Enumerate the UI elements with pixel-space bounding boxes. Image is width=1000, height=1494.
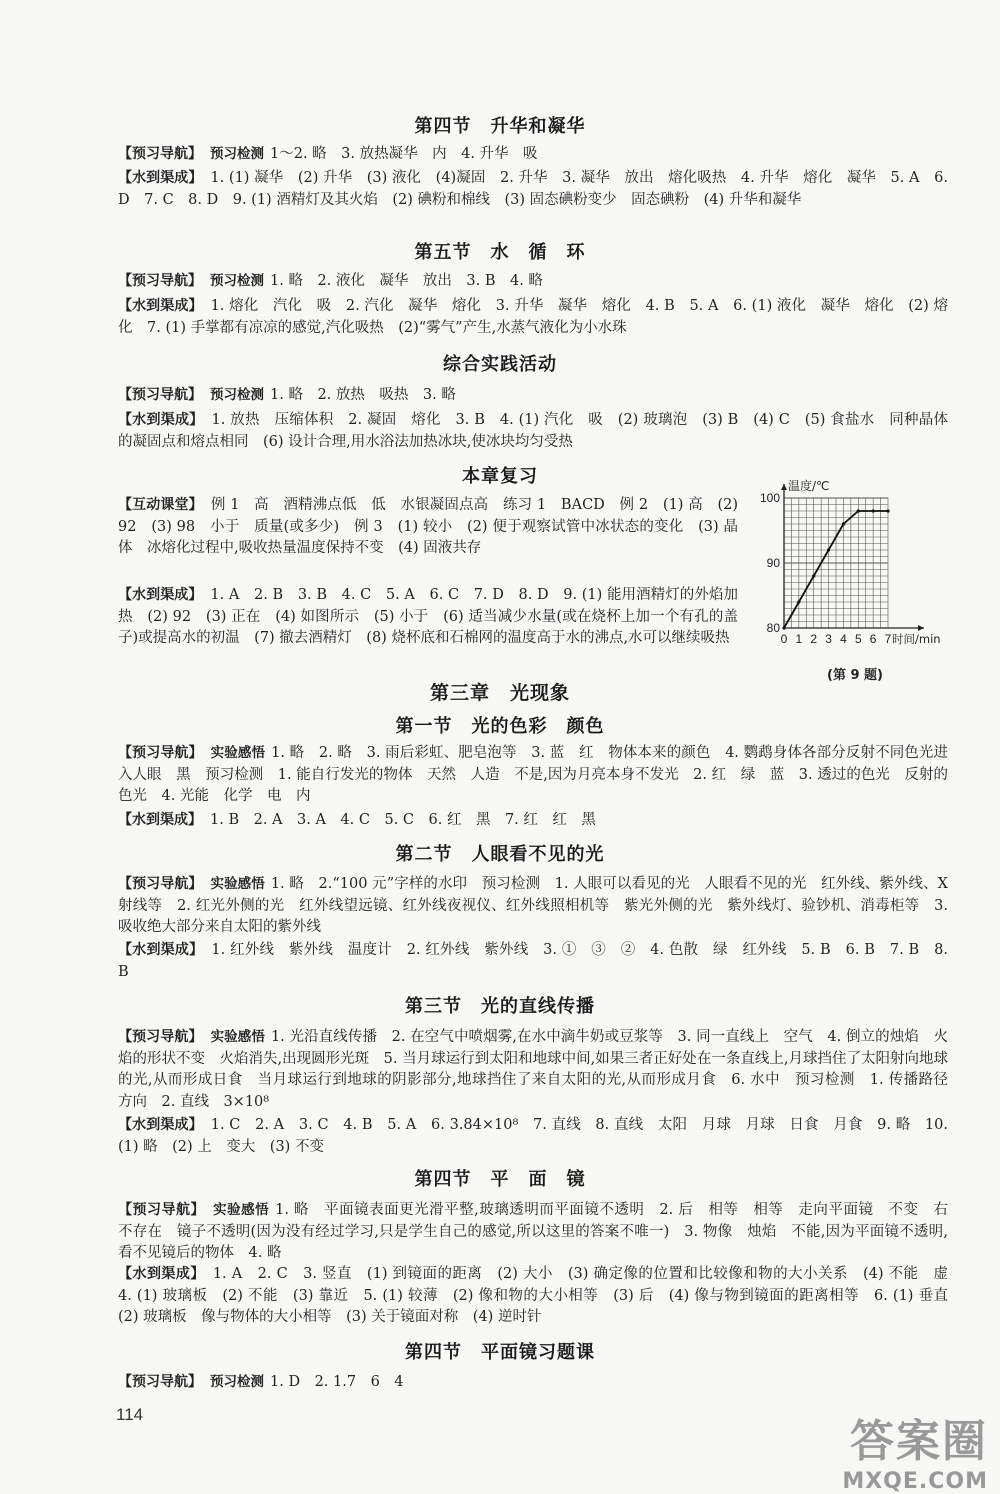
figure-caption: (第 9 题) [827,668,883,683]
paragraph-tag: 【水到渠成】 [118,812,202,828]
chart-svg [752,474,962,664]
paragraph [118,296,948,339]
paragraph-tag: 【水到渠成】 [118,1117,203,1133]
paragraph [118,1264,963,1329]
y-tick-label: 100 [759,491,780,505]
section-title: 第四节 平面镜习题课 [405,1342,595,1363]
paragraph-subtag: 预习检测 [210,146,264,162]
paragraph [118,940,948,983]
temperature-time-chart [752,474,962,684]
paragraph-text: 1. (1) 凝华 (2) 升华 (3) 液化 (4)凝固 2. 升华 3. 凝华 放出 熔化吸热 4. 升华 熔化 凝华 5. A 6. D 7. C 8. D 9. (1) 酒精灯及其火焰 (2) 碘粉和棉线 (3) 固态碘粉变少 固态碘粉 (4) 升华和凝华 [118,170,948,208]
paragraph-text: 1. 熔化 汽化 吸 2. 汽化 凝华 熔化 3. 升华 凝华 熔化 4. B 5. A 6. (1) 液化 凝华 熔化 (2) 熔化 7. (1) 手掌都有凉凉的感觉,汽化吸热 (2)“雾气”产生,水蒸气液化为小水珠 [118,298,948,336]
paragraph-tag: 【预习导航】 [118,273,202,289]
paragraph-text: 1～2. 略 3. 放热凝华 内 4. 升华 吸 [270,146,538,162]
paragraph-tag: 【预习导航】 [118,1202,206,1218]
x-tick-label: 0 [780,632,788,646]
paragraph-text: 1. 略 2. 放热 吸热 3. 略 [270,387,456,403]
section-title: 第一节 光的色彩 颜色 [395,716,605,737]
paragraph-tag: 【预习导航】 [118,1374,202,1390]
paragraph-text: 1. 红外线 紫外线 温度计 2. 红外线 紫外线 3. ① ③ ② 4. 色散 绿 红外线 5. B 6. B 7. B 8. B [118,942,948,980]
x-axis-label: 时间/min [892,632,941,646]
paragraph [118,271,948,293]
paragraph [118,495,738,560]
paragraph-text: 1. C 2. A 3. C 4. B 5. A 6. 3.84×10⁸ 7. 直线 8. 直线 太阳 月球 月球 日食 月食 9. 略 10. (1) 略 (2) 上 变大 (3) 不变 [118,1117,948,1155]
paragraph-text: 1. A 2. B 3. B 4. C 5. A 6. C 7. D 8. D 9. (1) 能用酒精灯的外焰加热 (2) 92 (3) 正在 (4) 如图所示 (5) 小于 (6) 适当减少水量(或在烧杯上加一个有孔的盖子)或提高水的初温 (7) 撤去酒精灯 (8) 烧杯底和石棉网的温度高于水的沸点,水可以继续吸热 [118,587,738,646]
paragraph-text: 1. 略 2. 略 3. 雨后彩虹、肥皂泡等 3. 蓝 红 物体本来的颜色 4. 鹦鹉身体各部分反射不同色光进入人眼 黑 预习检测 1. 能自行发光的物体 天然 人造 不是,因为月亮本身不发光 2. 红 绿 蓝 3. 透过的色光 反射的色光 4. 光能 化学 电 内 [118,745,949,804]
paragraph-tag: 【预习导航】 [118,146,202,162]
section-title: 本章复习 [462,466,538,487]
paragraph [118,743,948,808]
paragraph [118,1115,948,1158]
paragraph-subtag: 预习检测 [210,387,264,403]
paragraph [118,1372,948,1394]
section-title: 第四节 平 面 镜 [414,1169,586,1190]
section-title: 第二节 人眼看不见的光 [395,844,605,865]
x-tick-label: 1 [795,632,803,646]
data-point [886,509,889,512]
paragraph-subtag: 实验感悟 [210,876,265,892]
y-tick-label: 90 [766,556,780,570]
paragraph [118,168,948,211]
paragraph-text: 1. B 2. A 3. A 4. C 5. C 6. 红 黑 7. 红 红 黑 [210,812,596,828]
data-point [827,548,830,551]
paragraph-text: 1. 略 平面镜表面更光滑平整,玻璃透明而平面镜不透明 2. 后 相等 相等 走向平面镜 不变 右 不存在 镜子不透明(因为没有经过学习,只是学生自己的感觉,所以这里的答案不唯一) 3. 物像 烛焰 不能,因为平面镜不透明,看不见镜后的物体 4. 略 [118,1202,963,1261]
x-tick-label: 4 [840,632,847,646]
paragraph [118,810,948,832]
y-axis-arrow [781,484,787,490]
data-point [782,626,785,629]
chapter-title: 第三章 光现象 [429,682,570,704]
paragraph [118,1200,963,1265]
x-tick-label: 6 [869,632,877,646]
paragraph-tag: 【水到渠成】 [118,942,204,958]
section-title: 综合实践活动 [443,354,557,375]
watermark-text: 答案圈 [850,1416,988,1467]
paragraph-tag: 【互动课堂】 [118,497,203,513]
paragraph [118,410,948,453]
paragraph-text: 1. 放热 压缩体积 2. 凝固 熔化 3. B 4. (1) 汽化 吸 (2) 玻璃泡 (3) B (4) C (5) 食盐水 同种晶体的凝固点和熔点相同 (6) 设计合理,用水浴法加热冰块,使冰块均匀受热 [118,412,949,450]
x-tick-label: 2 [810,632,818,646]
paragraph-tag: 【预习导航】 [118,387,202,403]
paragraph-tag: 【水到渠成】 [118,170,203,186]
x-tick-label: 3 [825,632,832,646]
x-tick-label: 5 [854,632,862,646]
paragraph-subtag: 实验感悟 [213,1202,270,1218]
data-point [857,509,860,512]
paragraph-text: 1. 光沿直线传播 2. 在空气中喷烟雾,在水中滴牛奶或豆浆等 3. 同一直线上 空气 4. 倒立的烛焰 火焰的形状不变 火焰消失,出现圆形光斑 5. 当月球运行到太阳和地球中间,如果三者正好处在一条直线上,月球挡住了太阳射向地球的光,从而形成日食 当月球运行到地球的阴影部分,地球挡住了来自太阳的光,从而形成月食 6. 水中 预习检测 1. 传播路径 方向 2. 直线 3×10⁸ [118,1029,963,1110]
paragraph-subtag: 预习检测 [210,273,264,289]
paragraph-tag: 【预习导航】 [118,745,203,761]
paragraph-text: 1. 略 2.“100 元”字样的水印 预习检测 1. 人眼可以看见的光 人眼看不见的光 红外线、紫外线、X 射线等 2. 红光外侧的光 红外线望远镜、红外线夜视仪、红外线照相机等 紫光外侧的光 紫外线灯、验钞机、消毒柜等 3. 吸收绝大部分来自太阳的紫外线 [118,876,949,935]
watermark-logo [842,1405,988,1494]
data-point [872,509,875,512]
paragraph-subtag: 预习检测 [210,1374,264,1390]
x-axis-arrow [918,625,924,631]
paragraph-subtag: 实验感悟 [210,1029,265,1045]
paragraph-tag: 【水到渠成】 [118,1266,205,1282]
section-title: 第五节 水 循 环 [414,242,586,263]
paragraph [118,1027,963,1113]
paragraph-text: 1. 略 2. 液化 凝华 放出 3. B 4. 略 [270,273,543,289]
page-number: 114 [116,1405,144,1424]
section-title: 第四节 升华和凝华 [414,116,586,137]
paragraph [118,585,738,650]
paragraph-tag: 【水到渠成】 [118,587,203,603]
y-axis-label: 温度/℃ [788,479,830,493]
paragraph-text: 1. A 2. C 3. 竖直 (1) 到镜面的距离 (2) 大小 (3) 确定像的位置和比较像和物的大小关系 (4) 不能 虚 4. (1) 玻璃板 (2) 不能 (3) 靠近 5. (1) 较薄 (2) 像和物的大小相等 (3) 后 (4) 像与物到镜面的距离相等 6. (1) 垂直 (2) 玻璃板 像与物体的大小相等 (3) 关于镜面对称 (4) 逆时针 [118,1266,963,1325]
paragraph [118,144,948,166]
paragraph-tag: 【水到渠成】 [118,298,203,314]
data-point [797,600,800,603]
paragraph-tag: 【预习导航】 [118,876,203,892]
paragraph-tag: 【预习导航】 [118,1029,203,1045]
paragraph-text: 1. D 2. 1.7 6 4 [270,1374,404,1390]
data-point [842,522,845,525]
paragraph-tag: 【水到渠成】 [118,412,204,428]
paragraph-text: 例 1 高 酒精沸点低 低 水银凝固点高 练习 1 BACD 例 2 (1) 高 (2) 92 (3) 98 小于 质量(或多少) 例 3 (1) 较小 (2) 便于观察试管中冰状态的变化 (3) 晶体 冰熔化过程中,吸收热量温度保持不变 (4) 固液共存 [118,497,739,556]
y-tick-label: 80 [766,621,780,635]
section-title: 第三节 光的直线传播 [405,996,595,1017]
paragraph [118,385,948,407]
watermark-url: MXQE.COM [842,1469,988,1494]
paragraph-subtag: 实验感悟 [210,745,266,761]
x-tick-label: 7 [884,632,892,646]
paragraph [118,874,948,939]
data-point [812,574,815,577]
